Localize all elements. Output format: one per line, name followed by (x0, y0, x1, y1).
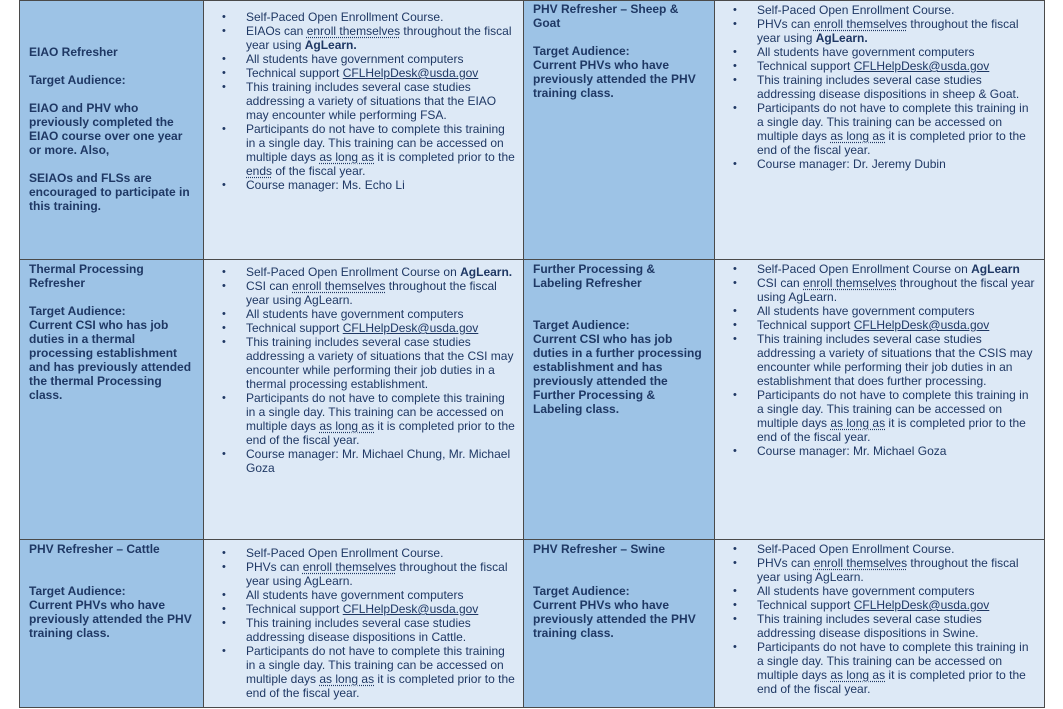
enroll-link[interactable]: enroll themselves (306, 24, 401, 38)
list-item: • CSI can enroll themselves throughout the fiscal year using AgLearn. (715, 276, 1044, 304)
list-item: • Participants do not have to complete this training in a single day. This training can be accessed on multiple days as long as it is completed prior to the end of the fiscal year. (715, 388, 1044, 444)
helpdesk-email-link[interactable]: CFLHelpDesk@usda.gov (342, 602, 479, 616)
target-audience-label: Target Audience: (29, 73, 126, 87)
list-item: • Self-Paced Open Enrollment Course. (204, 10, 523, 24)
course-details-list (204, 260, 523, 475)
course-details-list (715, 1, 1044, 171)
helpdesk-email-link[interactable]: CFLHelpDesk@usda.gov (342, 321, 479, 335)
target-audience-label: Target Audience: (533, 44, 630, 58)
course-title: Thermal Processing Refresher (29, 262, 144, 290)
helpdesk-email-link[interactable]: CFLHelpDesk@usda.gov (853, 59, 990, 73)
list-item: • Technical support CFLHelpDesk@usda.gov (715, 318, 1044, 332)
course-name-cell (20, 540, 204, 708)
course-name-cell (20, 1, 204, 260)
list-item: • Participants do not have to complete this training in a single day. This training can be accessed on multiple days as long as it is completed prior to the end of the fiscal year. (715, 640, 1044, 696)
course-description-cell (204, 540, 524, 708)
course-details-list (715, 260, 1044, 458)
list-item: • Course manager: Mr. Michael Goza (715, 444, 1044, 458)
helpdesk-email-link[interactable]: CFLHelpDesk@usda.gov (853, 318, 990, 332)
target-audience-text: EIAO and PHV who previously completed the EIAO course over one year or more. Also, (29, 101, 183, 157)
target-audience-label: Target Audience: (29, 584, 126, 598)
list-item: • Participants do not have to complete this training in a single day. This training can be accessed on multiple days as long as it is completed prior to the end of the fiscal year. (204, 644, 523, 700)
list-item: • All students have government computers (715, 304, 1044, 318)
target-audience-label: Target Audience: (533, 318, 630, 332)
list-item: • EIAOs can enroll themselves throughout the fiscal year using AgLearn. (204, 24, 523, 52)
list-item: • PHVs can enroll themselves throughout the fiscal year using AgLearn. (715, 556, 1044, 584)
list-item: • Self-Paced Open Enrollment Course. (715, 542, 1044, 556)
list-item: • Participants do not have to complete this training in a single day. This training can be accessed on multiple days as long as it is completed prior to the ends of the fiscal year. (204, 122, 523, 178)
list-item: • All students have government computers (204, 52, 523, 66)
table-row (20, 540, 1045, 708)
list-item: • Technical support CFLHelpDesk@usda.gov (715, 598, 1044, 612)
target-audience-text: Current PHVs who have previously attended the PHV training class. (533, 58, 696, 100)
course-name-cell (524, 1, 715, 260)
target-audience-text: Current PHVs who have previously attended the PHV training class. (29, 598, 192, 640)
list-item: • All students have government computers (715, 45, 1044, 59)
course-description-cell (204, 1, 524, 260)
helpdesk-email-link[interactable]: CFLHelpDesk@usda.gov (853, 598, 990, 612)
list-item: • Technical support CFLHelpDesk@usda.gov (204, 321, 523, 335)
list-item: • Self-Paced Open Enrollment Course on AgLearn. (204, 265, 523, 279)
table-row (20, 1, 1045, 260)
target-audience-text: Current CSI who has job duties in a thermal processing establishment and has previously attended the thermal Processing class. (29, 318, 192, 402)
enroll-link[interactable]: enroll themselves (813, 17, 908, 31)
list-item: • PHVs can enroll themselves throughout the fiscal year using AgLearn. (715, 17, 1044, 45)
list-item: • This training includes several case studies addressing disease dispositions in sheep & Goat. (715, 73, 1044, 101)
course-title: PHV Refresher – Cattle (29, 542, 160, 556)
enroll-link[interactable]: enroll themselves (302, 560, 397, 574)
target-audience-label: Target Audience: (29, 304, 126, 318)
list-item: • All students have government computers (204, 307, 523, 321)
course-description-cell (204, 260, 524, 540)
list-item: • Course manager: Ms. Echo Li (204, 178, 523, 192)
course-name-cell (20, 260, 204, 540)
target-audience-extra: SEIAOs and FLSs are encouraged to participate in this training. (29, 171, 190, 213)
list-item: • Technical support CFLHelpDesk@usda.gov (204, 602, 523, 616)
course-description-cell (715, 1, 1045, 260)
list-item: • Self-Paced Open Enrollment Course on AgLearn (715, 262, 1044, 276)
list-item: • This training includes several case studies addressing disease dispositions in Swine. (715, 612, 1044, 640)
course-title: PHV Refresher – Swine (533, 542, 666, 556)
target-audience-text: Current CSI who has job duties in a further processing establishment and has previously attended the Further Processing & Labeling class. (533, 332, 702, 416)
course-title: Further Processing & Labeling Refresher (533, 262, 656, 290)
list-item: • Participants do not have to complete this training in a single day. This training can be accessed on multiple days as long as it is completed prior to the end of the fiscal year. (204, 391, 523, 447)
course-title: EIAO Refresher (29, 45, 118, 59)
list-item: • Course manager: Dr. Jeremy Dubin (715, 157, 1044, 171)
course-description-cell (715, 540, 1045, 708)
list-item: • CSI can enroll themselves throughout the fiscal year using AgLearn. (204, 279, 523, 307)
course-title: PHV Refresher – Sheep & Goat (533, 2, 679, 30)
list-item: • Self-Paced Open Enrollment Course. (715, 3, 1044, 17)
course-description-cell (715, 260, 1045, 540)
target-audience-text: Current PHVs who have previously attended the PHV training class. (533, 598, 696, 640)
target-audience-label: Target Audience: (533, 584, 630, 598)
course-name-cell (524, 540, 715, 708)
table-row (20, 260, 1045, 540)
list-item: • Technical support CFLHelpDesk@usda.gov (204, 66, 523, 80)
course-table (19, 0, 1045, 708)
course-details-list (715, 540, 1044, 696)
list-item: • Technical support CFLHelpDesk@usda.gov (715, 59, 1044, 73)
list-item: • Course manager: Mr. Michael Chung, Mr. Michael Goza (204, 447, 523, 475)
enroll-link[interactable]: enroll themselves (292, 279, 386, 293)
list-item: • This training includes several case studies addressing a variety of situations that the CSIS may encounter while performing their job duties in an establishment that does further processing. (715, 332, 1044, 388)
helpdesk-email-link[interactable]: CFLHelpDesk@usda.gov (342, 66, 479, 80)
list-item: • This training includes several case studies addressing disease dispositions in Cattle. (204, 616, 523, 644)
list-item: • PHVs can enroll themselves throughout the fiscal year using AgLearn. (204, 560, 523, 588)
enroll-link[interactable]: enroll themselves (803, 276, 897, 290)
list-item: • This training includes several case studies addressing a variety of situations that the EIAO may encounter while performing FSA. (204, 80, 523, 122)
course-details-list (204, 1, 523, 192)
list-item: • Participants do not have to complete this training in a single day. This training can be accessed on multiple days as long as it is completed prior to the end of the fiscal year. (715, 101, 1044, 157)
list-item: • Self-Paced Open Enrollment Course. (204, 546, 523, 560)
list-item: • All students have government computers (715, 584, 1044, 598)
course-details-list (204, 540, 523, 700)
list-item: • This training includes several case studies addressing a variety of situations that the CSI may encounter while performing their job duties in a thermal processing establishment. (204, 335, 523, 391)
enroll-link[interactable]: enroll themselves (813, 556, 908, 570)
list-item: • All students have government computers (204, 588, 523, 602)
course-name-cell (524, 260, 715, 540)
